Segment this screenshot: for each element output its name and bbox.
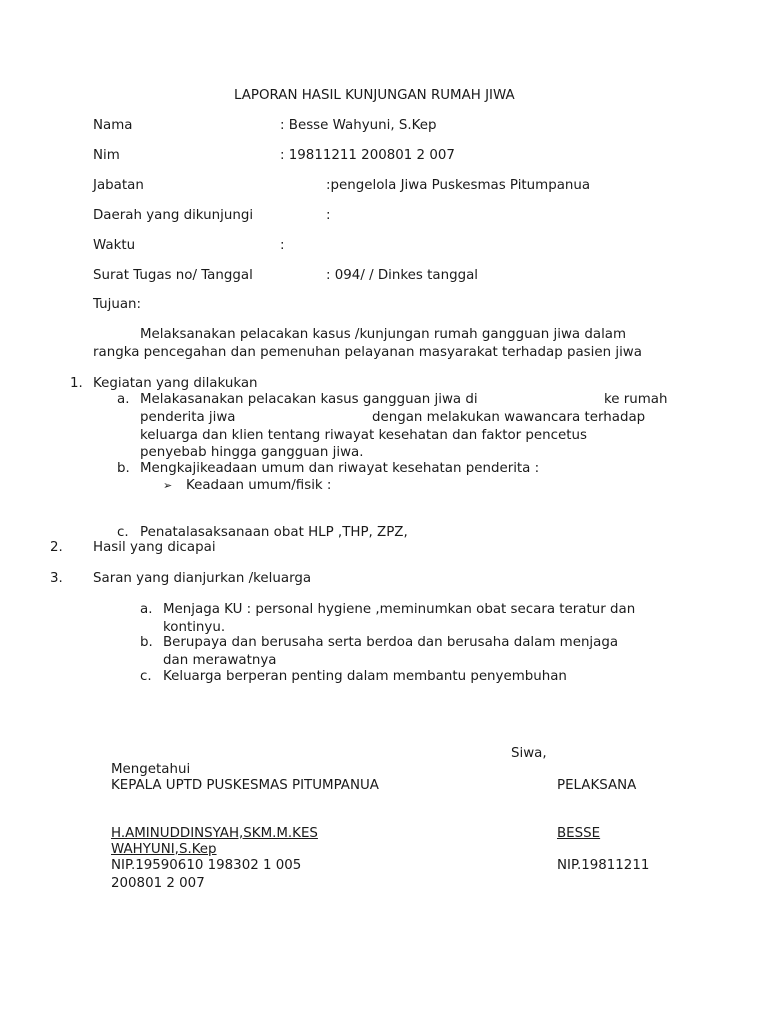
signature-right-name-line-2: WAHYUNI,S.Kep [111,842,217,857]
section-1-a-line-3: keluarga dan klien tentang riwayat kesehatan dan faktor pencetus [140,428,587,443]
section-1-title: Kegiatan yang dilakukan [93,376,258,391]
section-1-b-sub-text: Keadaan umum/fisik : [186,478,332,493]
signature-right-role: PELAKSANA [557,778,637,793]
field-label-waktu: Waktu [93,238,136,253]
section-3-b-line-1: Berupaya dan berusaha serta berdoa dan berusaha dalam menjaga [163,635,619,650]
field-value-nama: : Besse Wahyuni, S.Kep [280,118,437,133]
section-1-a-line-2a: penderita jiwa [140,410,236,425]
tujuan-text-line-2: rangka pencegahan dan pemenuhan pelayanan masyarakat terhadap pasien jiwa [93,345,642,360]
signature-right-nip-line-1: NIP.19811211 [557,858,650,873]
section-3-a-line-2: kontinyu. [163,620,226,635]
signature-left-name: H.AMINUDDINSYAH,SKM.M.KES [111,826,318,841]
field-value-daerah: : [326,208,331,223]
signature-place: Siwa, [511,746,547,761]
section-1-number: 1. [70,376,83,391]
document-title: LAPORAN HASIL KUNJUNGAN RUMAH JIWA [234,88,515,103]
section-1-a-line-1a: Melakasanakan pelacakan kasus gangguan jiwa di [140,392,478,407]
tujuan-label: Tujuan: [93,297,142,312]
section-1-b-marker: b. [117,461,130,476]
section-2-title: Hasil yang dicapai [93,540,216,555]
section-1-b-text: Mengkajikeadaan umum dan riwayat kesehatan penderita : [140,461,540,476]
field-label-jabatan: Jabatan [93,178,144,193]
section-3-c-line-1: Keluarga berperan penting dalam membantu penyembuhan [163,669,567,684]
signature-mengetahui: Mengetahui [111,762,191,777]
section-3-b-marker: b. [140,635,153,650]
section-1-a-marker: a. [117,392,130,407]
section-3-title: Saran yang dianjurkan /keluarga [93,571,312,586]
arrow-bullet-icon: ➢ [163,479,173,492]
section-3-a-marker: a. [140,602,153,617]
field-label-surat-tugas: Surat Tugas no/ Tanggal [93,268,253,283]
field-label-daerah: Daerah yang dikunjungi [93,208,254,223]
section-1-a-line-2b: dengan melakukan wawancara terhadap [372,410,646,425]
section-3-a-line-1: Menjaga KU : personal hygiene ,meminumkan obat secara teratur dan [163,602,636,617]
section-1-a-line-1b: ke rumah [604,392,668,407]
section-2-number: 2. [50,540,63,555]
section-1-a-line-4: penyebab hingga gangguan jiwa. [140,445,364,460]
field-value-surat-tugas: : 094/ / Dinkes tanggal [326,268,478,283]
section-3-number: 3. [50,571,63,586]
field-value-waktu: : [280,238,285,253]
signature-right-nip-line-2: 200801 2 007 [111,876,205,891]
section-3-c-marker: c. [140,669,152,684]
signature-left-nip: NIP.19590610 198302 1 005 [111,858,302,873]
field-label-nim: Nim [93,148,120,163]
section-3-b-line-2: dan merawatnya [163,653,277,668]
tujuan-text-line-1: Melaksanakan pelacakan kasus /kunjungan rumah gangguan jiwa dalam [140,327,627,342]
section-1-c-marker: c. [117,525,129,540]
signature-left-position: KEPALA UPTD PUSKESMAS PITUMPANUA [111,778,379,793]
field-value-nim: : 19811211 200801 2 007 [280,148,455,163]
signature-right-name-line-1: BESSE [557,826,601,841]
field-label-nama: Nama [93,118,133,133]
field-value-jabatan: :pengelola Jiwa Puskesmas Pitumpanua [326,178,591,193]
section-1-c-text: Penatalasaksanaan obat HLP ,THP, ZPZ, [140,525,408,540]
